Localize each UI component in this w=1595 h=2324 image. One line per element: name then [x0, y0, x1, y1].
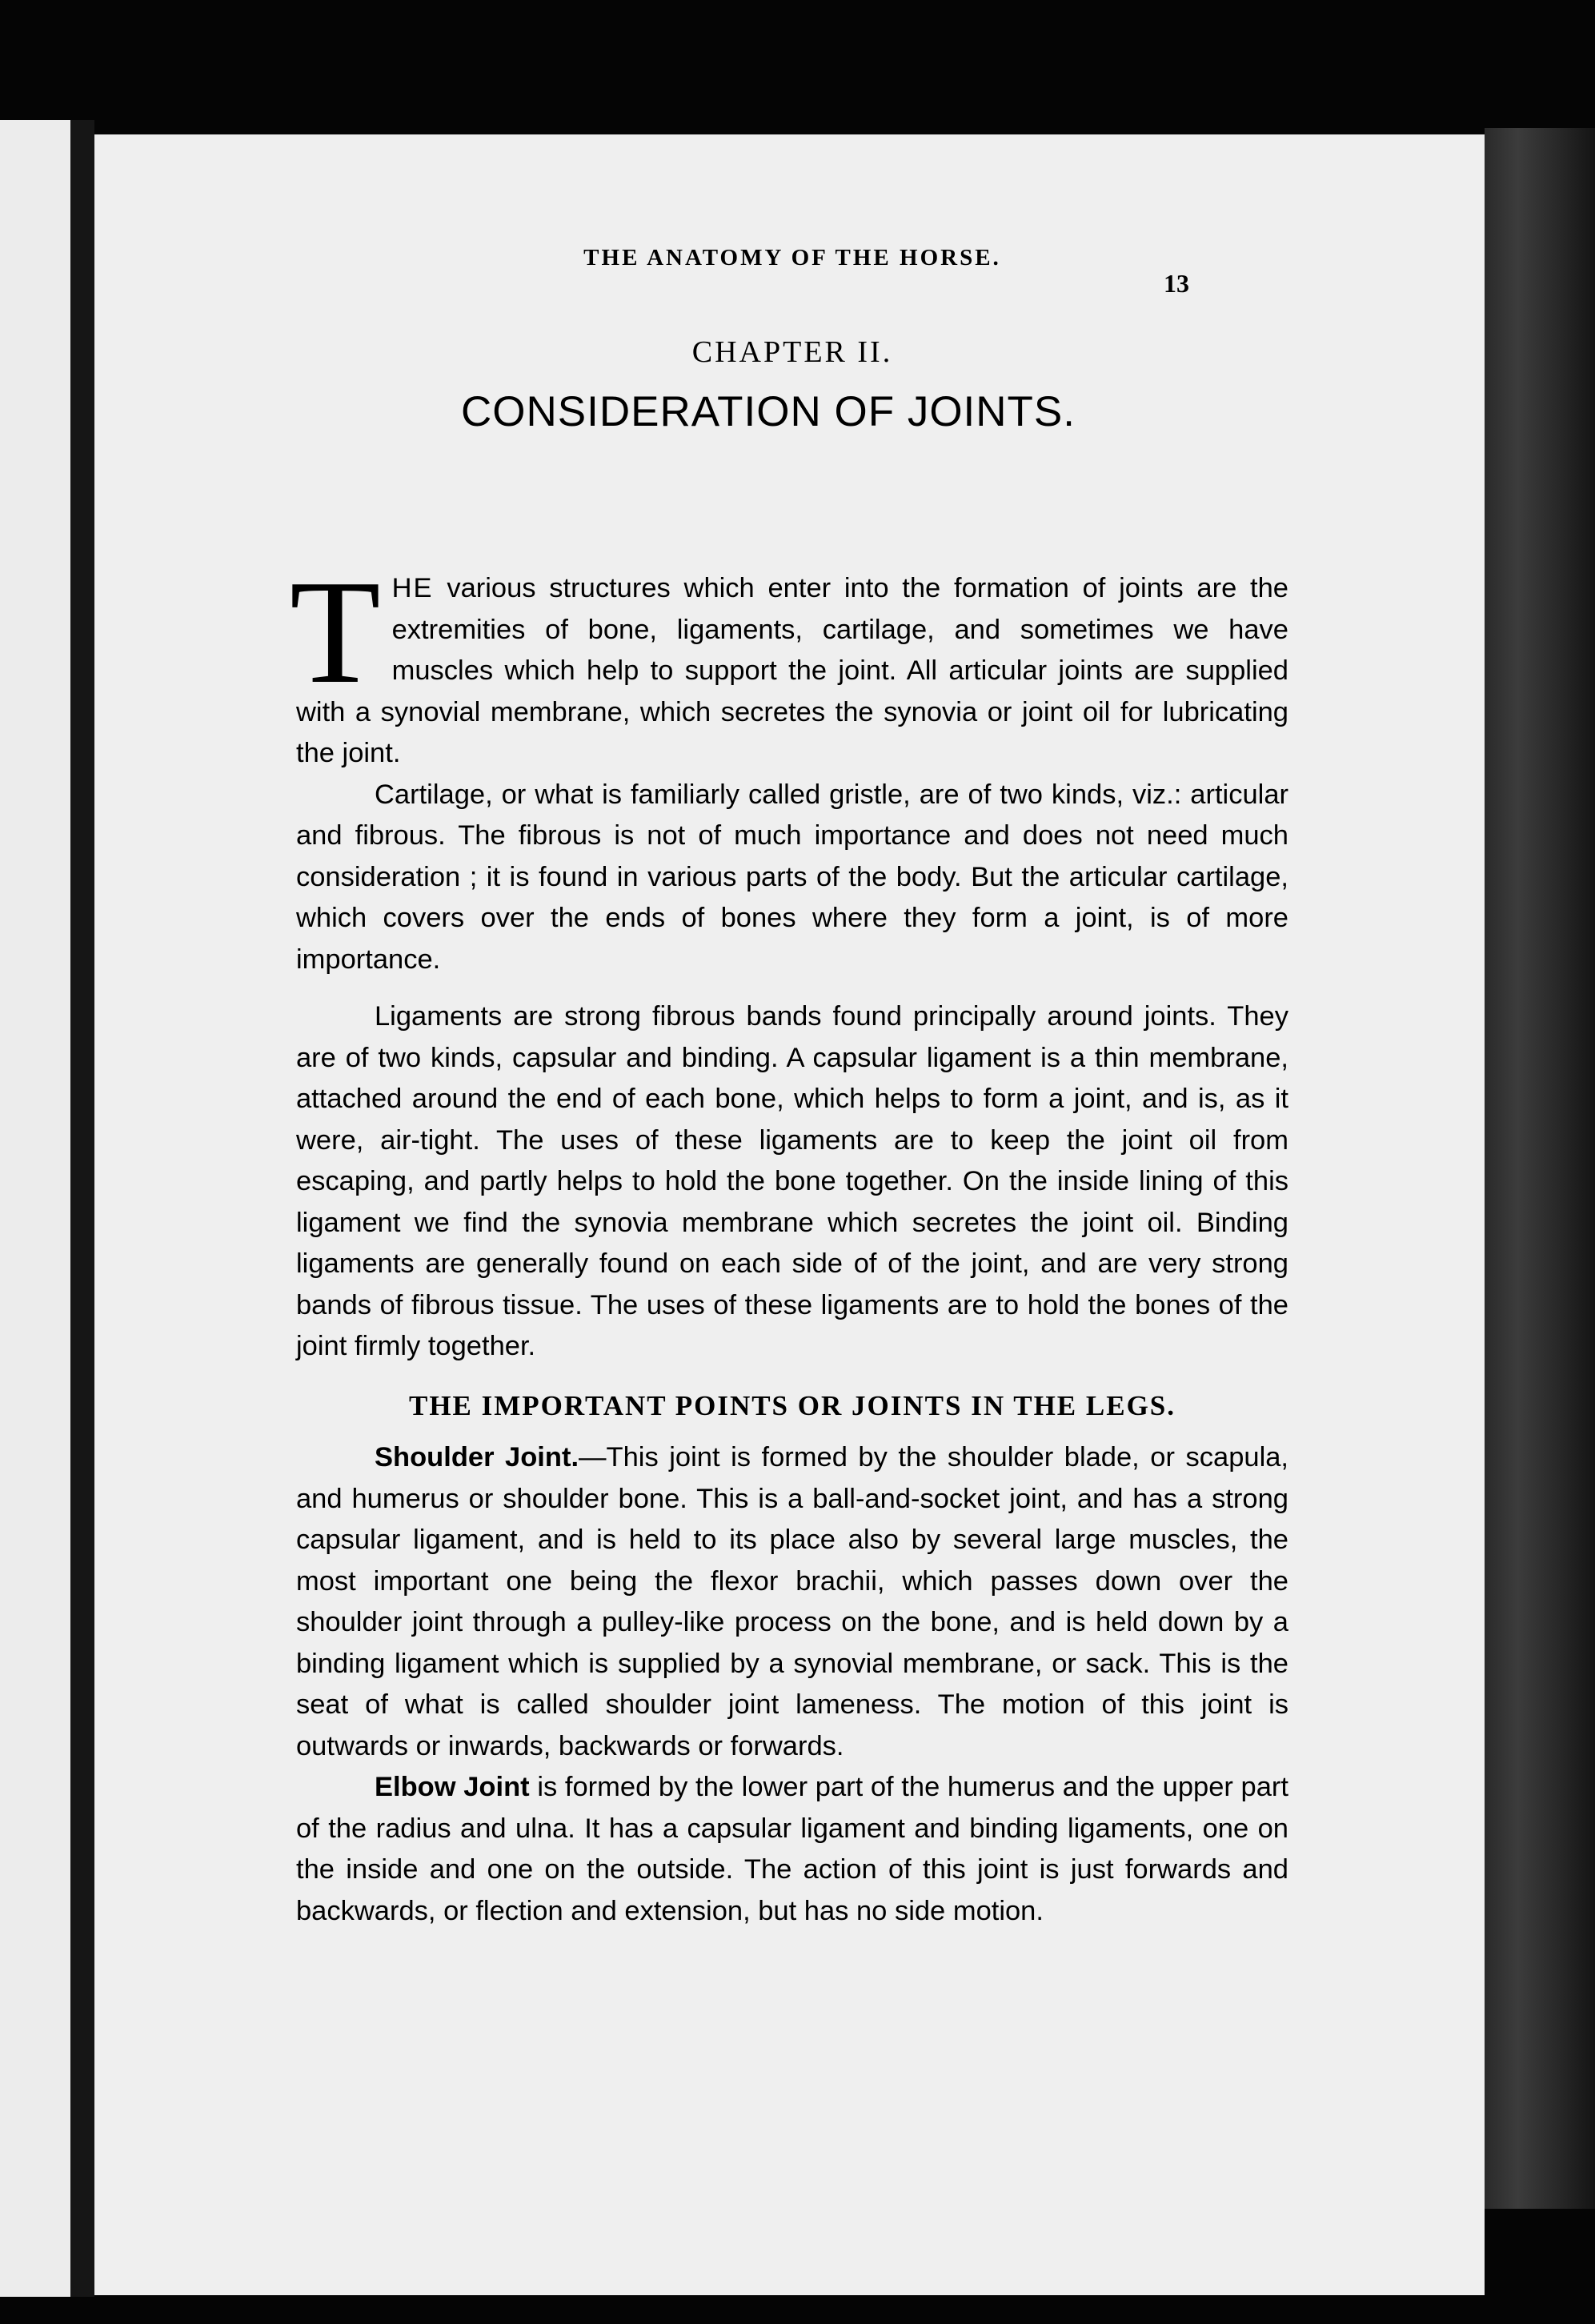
elbow-joint-paragraph — [296, 1767, 1288, 1932]
intro-text: various structures which enter into the formation of joints are the extremities of bone, ligaments, cartilage, and sometimes we have muscles which help to support the joint. All articular joints are supplied with a synovial membrane, which secretes the synovia or joint oil for lubricating the joint. — [296, 573, 1288, 768]
section-heading: THE IMPORTANT POINTS OR JOINTS IN THE LEGS. — [408, 1389, 1176, 1421]
intro-lead-word: HE — [391, 573, 434, 603]
elbow-joint-term: Elbow Joint — [375, 1772, 530, 1802]
shoulder-joint-paragraph — [296, 1437, 1288, 1767]
cartilage-paragraph: Cartilage, or what is familiarly called gristle, are of two kinds, viz.: articular and fibrous. The fibrous is not of much importance and does not need much consideration ; it is found in various parts of the body. But the articular cartilage, which covers over the ends of bones where they form a joint, is of more importance. — [296, 779, 1288, 975]
ligaments-paragraph: Ligaments are strong fibrous bands found principally around joints. They are of two kinds, capsular and binding. A capsular ligament is a thin membrane, attached around the end of each bone, which helps to form a joint, and is, as it were, air-tight. The uses of these ligaments are to keep the joint oil from escaping, and partly helps to hold the bone together. On the inside lining of this ligament we find the synovia membrane which secretes the joint oil. Binding ligaments are generally found on each side of of the joint, and are very strong bands of fibrous tissue. The uses of these ligaments are to hold the bones of the joint firmly together. — [296, 1001, 1288, 1361]
drop-cap: T — [290, 550, 381, 715]
running-head: THE ANATOMY OF THE HORSE. — [583, 245, 1001, 270]
shoulder-joint-text: —This joint is formed by the shoulder blade, or scapula, and humerus or shoulder bone. This is a ball-and-socket joint, and has a strong capsular ligament, and is held to its place also by several large muscles, the most important one being the flexor brachii, which passes down over the shoulder joint through a pulley-like process on the bone, and is held down by a binding ligament which is supplied by a synovial membrane, or sack. This is the seat of what is called shoulder joint lameness. The motion of this joint is outwards or inwards, backwards or forwards. — [296, 1442, 1289, 1761]
book-gutter — [70, 120, 94, 2297]
shoulder-joint-term: Shoulder Joint. — [375, 1442, 579, 1473]
elbow-joint-text: is formed by the lower part of the humerus and the upper part of the radius and ulna. It has a capsular ligament and binding ligaments, one on the inside and one on the outside. The action of this joint is just forwards and backwards, or flection and extension, but has no side motion. — [296, 1772, 1288, 1926]
chapter-title: CONSIDERATION OF JOINTS. — [461, 388, 1076, 435]
chapter-label: CHAPTER II. — [691, 335, 893, 369]
book-spine-edge — [1485, 128, 1595, 2209]
page-number: 13 — [1164, 269, 1189, 298]
intro-paragraph — [290, 550, 1288, 775]
page-body — [290, 550, 1289, 1932]
facing-page-edge — [0, 120, 70, 2297]
